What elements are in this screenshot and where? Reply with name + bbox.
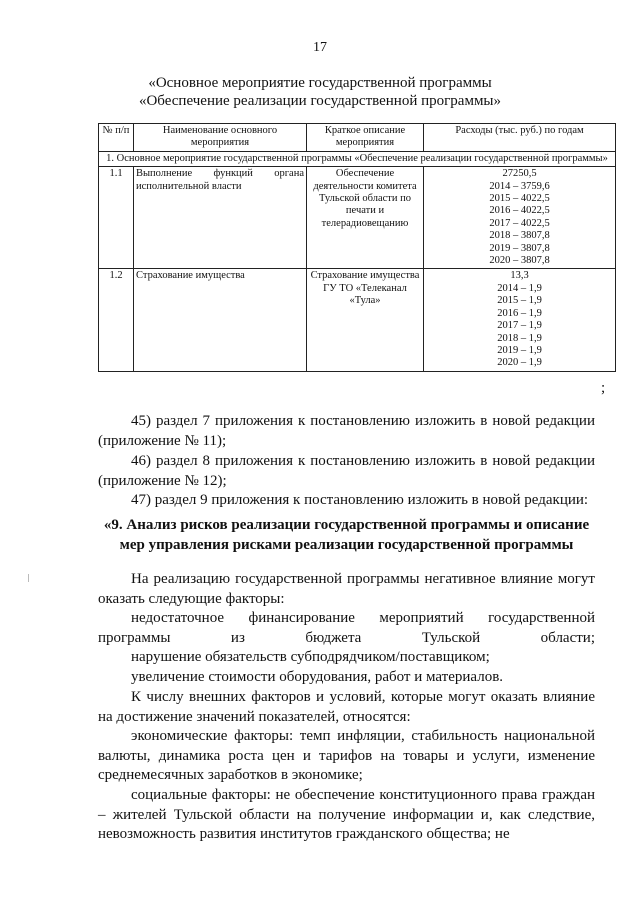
paragraph-45: 45) раздел 7 приложения к постановлению изложить в новой редакции (приложение № 11); — [98, 413, 595, 449]
body-paragraph: социальные факторы: не обеспечение конституционного права граждан – жителей Тульской области на получение информации и, как следствие, невозможность развития институтов гражданского общества; не — [98, 787, 595, 842]
expense-year: 2015 – 1,9 — [497, 295, 542, 307]
header-name: Наименование основного мероприятия — [134, 124, 307, 152]
table-row — [99, 167, 616, 269]
body-paragraph: увеличение стоимости оборудования, работ и материалов. — [131, 669, 504, 685]
row-expenses — [424, 167, 616, 269]
table-header-row — [99, 124, 616, 152]
body-paragraph: К числу внешних факторов и условий, которые могут оказать влияние на достижение значений показателей, относятся: — [98, 689, 595, 725]
row-expenses — [424, 269, 616, 371]
expense-year: 2017 – 1,9 — [497, 320, 542, 332]
header-desc: Краткое описание мероприятия — [307, 124, 424, 152]
expense-year: 2018 – 1,9 — [497, 332, 542, 344]
body-paragraph: экономические факторы: темп инфляции, стабильность национальной валюты, динамика роста цен и тарифов на товары и услуги, изменение среднемесячных заработков в экономике; — [98, 728, 595, 783]
row-name: Страхование имущества — [134, 269, 307, 371]
expense-total: 13,3 — [510, 270, 529, 282]
header-expenses: Расходы (тыс. руб.) по годам — [424, 124, 616, 152]
document-title — [0, 74, 640, 110]
expense-year: 2018 – 3807,8 — [489, 230, 550, 242]
table-row — [99, 269, 616, 371]
expense-total: 27250,5 — [502, 168, 537, 180]
expense-year: 2020 – 1,9 — [497, 357, 542, 369]
expense-year: 2016 – 4022,5 — [489, 205, 550, 217]
body-paragraph: На реализацию государственной программы негативное влияние могут оказать следующие факторы: — [98, 571, 595, 607]
row-desc: Обеспечение деятельности комитета Тульской области по печати и телерадиовещанию — [307, 167, 424, 269]
table-section-row — [99, 151, 616, 166]
header-num: № п/п — [99, 124, 134, 152]
expense-year: 2019 – 3807,8 — [489, 242, 550, 254]
row-num: 1.1 — [99, 167, 134, 269]
row-num: 1.2 — [99, 269, 134, 371]
expense-year: 2014 – 1,9 — [497, 282, 542, 294]
section-title-cell: 1. Основное мероприятие государственной программы «Обеспечение реализации государственной программы» — [99, 151, 616, 166]
paragraph-46: 46) раздел 8 приложения к постановлению изложить в новой редакции (приложение № 12); — [98, 453, 595, 489]
body-paragraph: нарушение обязательств субподрядчиком/поставщиком; — [131, 649, 490, 665]
expense-year: 2015 – 4022,5 — [489, 193, 550, 205]
paragraph-47: 47) раздел 9 приложения к постановлению изложить в новой редакции: — [131, 492, 589, 508]
row-name: Выполнение функций органа исполнительной власти — [134, 167, 307, 269]
expense-year: 2019 – 1,9 — [497, 344, 542, 356]
section-9-heading: «9. Анализ рисков реализации государственной программы и описание мер управления рисками реализации государственной программы — [103, 517, 590, 553]
scan-margin-mark — [28, 574, 29, 582]
title-line-1: «Основное мероприятие государственной программы — [148, 75, 492, 91]
body-paragraph: недостаточное финансирование мероприятий государственной программы из бюджета Тульской области; — [98, 610, 595, 646]
expense-year: 2017 – 4022,5 — [489, 217, 550, 229]
expense-year: 2016 – 1,9 — [497, 307, 542, 319]
title-line-2: «Обеспечение реализации государственной программы» — [138, 93, 502, 109]
table-trailing-semicolon: ; — [601, 380, 606, 396]
expense-year: 2014 – 3759,6 — [489, 180, 550, 192]
expenses-table — [98, 123, 616, 372]
expense-year: 2020 – 3807,8 — [489, 255, 550, 267]
page-number: 17 — [313, 40, 327, 55]
row-desc: Страхование имущества ГУ ТО «Телеканал «Тула» — [307, 269, 424, 371]
